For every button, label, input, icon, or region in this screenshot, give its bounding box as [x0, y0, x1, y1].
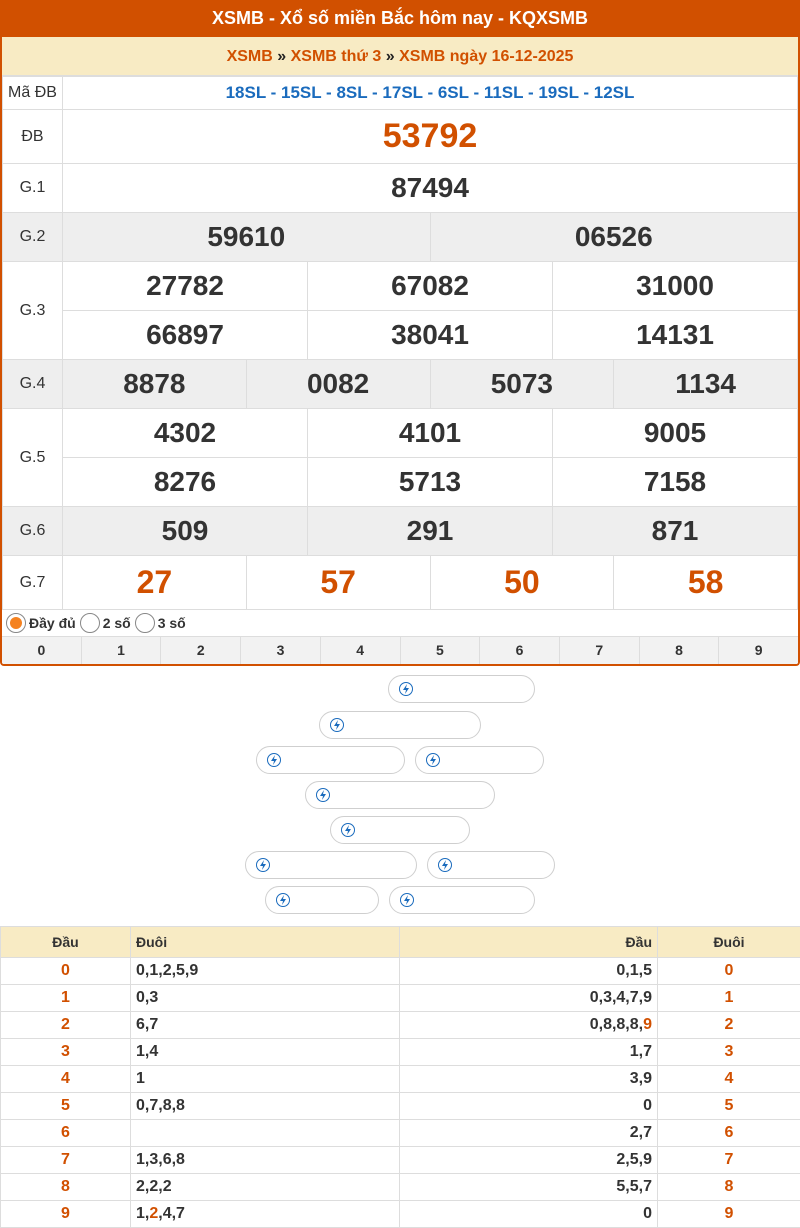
special-prize-number: 53792 — [63, 110, 798, 164]
radio-icon[interactable] — [80, 613, 100, 633]
loto-tail-digit: 9 — [658, 1201, 800, 1228]
lightning-bolt-icon — [399, 682, 413, 696]
prize-7-number: 57 — [246, 556, 430, 610]
loto-tail-digit: 1 — [658, 985, 800, 1012]
table-row — [1, 1120, 800, 1147]
prize-5-number: 4302 — [63, 409, 308, 458]
ma-db-label: Mã ĐB — [3, 77, 63, 110]
table-row — [1, 985, 800, 1012]
quick-link-pill[interactable] — [256, 746, 405, 774]
quick-link-pill[interactable] — [319, 711, 481, 739]
prize-6-number: 291 — [308, 507, 553, 556]
digit-button[interactable]: 1 — [82, 637, 162, 664]
prize-5-number: 4101 — [308, 409, 553, 458]
prize-5-number: 9005 — [553, 409, 798, 458]
table-row — [1, 1201, 800, 1228]
lightning-bolt-icon — [276, 893, 290, 907]
loto-tail-header: Đuôi — [658, 927, 800, 958]
prize-5-number: 7158 — [553, 458, 798, 507]
loto-head-digit: 0 — [1, 958, 131, 985]
loto-head-digit: 1 — [1, 985, 131, 1012]
digit-button[interactable]: 4 — [321, 637, 401, 664]
filter-two-label: 2 số — [102, 615, 131, 631]
quick-link-pill[interactable] — [305, 781, 495, 809]
number-filter — [2, 610, 798, 637]
quick-link-pill[interactable] — [330, 816, 470, 844]
prize-2-label: G.2 — [3, 213, 63, 262]
prize-3-number: 27782 — [63, 262, 308, 311]
prize-5-number: 5713 — [308, 458, 553, 507]
lightning-bolt-icon — [256, 858, 270, 872]
quick-link-pill[interactable] — [388, 675, 535, 703]
loto-tail-list: 1,3,6,8 — [131, 1147, 400, 1174]
loto-tail-digit: 4 — [658, 1066, 800, 1093]
loto-tail-list: 1 — [131, 1066, 400, 1093]
loto-special-highlight: 2 — [149, 1205, 159, 1222]
loto-head-list: 0 — [400, 1201, 658, 1228]
loto-head-digit: 8 — [1, 1174, 131, 1201]
loto-table — [0, 926, 800, 1228]
loto-special-highlight: 9 — [643, 1016, 652, 1033]
lightning-bolt-icon — [426, 753, 440, 767]
prize-3-number: 31000 — [553, 262, 798, 311]
prize-2-number: 06526 — [430, 213, 798, 262]
loto-head-list: 0,3,4,7,9 — [400, 985, 658, 1012]
loto-tail-digit: 0 — [658, 958, 800, 985]
radio-checked-icon[interactable] — [6, 613, 26, 633]
digit-button[interactable]: 9 — [754, 642, 763, 658]
prize-1-label: G.1 — [3, 164, 63, 213]
digit-button[interactable]: 7 — [560, 637, 640, 664]
loto-head-digit: 7 — [1, 1147, 131, 1174]
lightning-bolt-icon — [438, 858, 452, 872]
prize-4-number: 8878 — [63, 360, 247, 409]
loto-tail-digit: 6 — [658, 1120, 800, 1147]
table-row — [1, 1147, 800, 1174]
lightning-bolt-icon — [316, 788, 330, 802]
prize-7-label: G.7 — [3, 556, 63, 610]
loto-tail-digit: 8 — [658, 1174, 800, 1201]
digit-button[interactable]: 3 — [241, 637, 321, 664]
breadcrumb-weekday-link[interactable]: XSMB thứ 3 — [290, 48, 382, 65]
loto-tail-list: 1,4 — [131, 1039, 400, 1066]
breadcrumb-separator: » — [381, 48, 400, 65]
breadcrumb — [2, 37, 798, 76]
prize-3-number: 66897 — [63, 311, 308, 360]
breadcrumb-xsmb-link[interactable]: XSMB — [226, 48, 273, 65]
digit-button[interactable]: 5 — [401, 637, 481, 664]
table-row — [1, 958, 800, 985]
filter-two-digit-option[interactable] — [80, 613, 131, 633]
quick-link-pill[interactable] — [389, 886, 535, 914]
digit-button[interactable]: 0 — [2, 637, 82, 664]
quick-link-pill[interactable] — [427, 851, 555, 879]
loto-tail-list: 0,7,8,8 — [131, 1093, 400, 1120]
prize-7-number: 58 — [614, 556, 798, 610]
prize-4-label: G.4 — [3, 360, 63, 409]
loto-head-values: 0,8,8,8, — [589, 1016, 644, 1033]
lightning-bolt-icon — [267, 753, 281, 767]
filter-full-option[interactable] — [6, 613, 76, 633]
table-row — [1, 1039, 800, 1066]
loto-tail-digit: 5 — [658, 1093, 800, 1120]
special-prize-label: ĐB — [3, 110, 63, 164]
loto-tail-list — [131, 1120, 400, 1147]
prize-6-number: 871 — [553, 507, 798, 556]
table-row — [1, 1012, 800, 1039]
loto-head-list: 2,5,9 — [400, 1147, 658, 1174]
ma-db-value: 18SL - 15SL - 8SL - 17SL - 6SL - 11SL - 19SL - 12SL — [63, 77, 798, 110]
prize-4-number: 5073 — [430, 360, 614, 409]
prize-5-label: G.5 — [3, 409, 63, 507]
loto-tail-list — [131, 1201, 400, 1228]
table-row — [1, 1066, 800, 1093]
loto-head-digit: 6 — [1, 1120, 131, 1147]
loto-head-digit: 3 — [1, 1039, 131, 1066]
loto-head-digit: 2 — [1, 1012, 131, 1039]
loto-tail-list: 6,7 — [131, 1012, 400, 1039]
digit-highlight-bar — [2, 637, 798, 664]
loto-tail-header: Đuôi — [131, 927, 400, 958]
radio-icon[interactable] — [135, 613, 155, 633]
loto-tail-list: 0,3 — [131, 985, 400, 1012]
results-table — [2, 76, 798, 610]
loto-tail-values: ,4,7 — [158, 1205, 185, 1222]
lightning-bolt-icon — [330, 718, 344, 732]
lightning-bolt-icon — [400, 893, 414, 907]
loto-tail-values: 1, — [136, 1205, 150, 1222]
loto-head-list: 1,7 — [400, 1039, 658, 1066]
prize-3-number: 14131 — [553, 311, 798, 360]
quick-link-pill[interactable] — [415, 746, 544, 774]
digit-button[interactable]: 8 — [640, 637, 720, 664]
digit-button[interactable]: 6 — [480, 637, 560, 664]
page-title: XSMB - Xổ số miền Bắc hôm nay - KQXSMB — [2, 0, 798, 37]
loto-head-digit: 5 — [1, 1093, 131, 1120]
loto-head-list: 2,7 — [400, 1120, 658, 1147]
table-row — [1, 1174, 800, 1201]
loto-tail-list: 2,2,2 — [131, 1174, 400, 1201]
loto-tail-digit: 3 — [658, 1039, 800, 1066]
lightning-bolt-icon — [341, 823, 355, 837]
prize-3-number: 38041 — [308, 311, 553, 360]
loto-head-list — [400, 1012, 658, 1039]
prize-5-number: 8276 — [63, 458, 308, 507]
loto-head-list: 3,9 — [400, 1066, 658, 1093]
filter-full-label: Đầy đủ — [29, 615, 76, 631]
prize-3-number: 67082 — [308, 262, 553, 311]
prize-6-label: G.6 — [3, 507, 63, 556]
prize-1-number: 87494 — [63, 164, 798, 213]
loto-head-list: 0,1,5 — [400, 958, 658, 985]
loto-head-digit: 4 — [1, 1066, 131, 1093]
loto-head-list: 0 — [400, 1093, 658, 1120]
table-row — [1, 1093, 800, 1120]
filter-three-digit-option[interactable] — [135, 613, 186, 633]
quick-link-pill[interactable] — [245, 851, 417, 879]
loto-head-header: Đầu — [1, 927, 131, 958]
loto-head-digit: 9 — [1, 1201, 131, 1228]
loto-head-header: Đầu — [400, 927, 658, 958]
prize-3-label: G.3 — [3, 262, 63, 360]
prize-6-number: 509 — [63, 507, 308, 556]
loto-tail-digit: 7 — [658, 1147, 800, 1174]
prize-2-number: 59610 — [63, 213, 431, 262]
digit-button[interactable]: 2 — [161, 637, 241, 664]
prize-4-number: 1134 — [614, 360, 798, 409]
filter-three-label: 3 số — [157, 615, 186, 631]
prize-4-number: 0082 — [246, 360, 430, 409]
quick-link-pill[interactable] — [265, 886, 379, 914]
loto-head-list: 5,5,7 — [400, 1174, 658, 1201]
prize-7-number: 27 — [63, 556, 247, 610]
breadcrumb-date-link[interactable]: XSMB ngày 16-12-2025 — [399, 48, 574, 65]
loto-tail-list: 0,1,2,5,9 — [131, 958, 400, 985]
breadcrumb-separator: » — [272, 48, 291, 65]
prize-7-number: 50 — [430, 556, 614, 610]
loto-tail-digit: 2 — [658, 1012, 800, 1039]
